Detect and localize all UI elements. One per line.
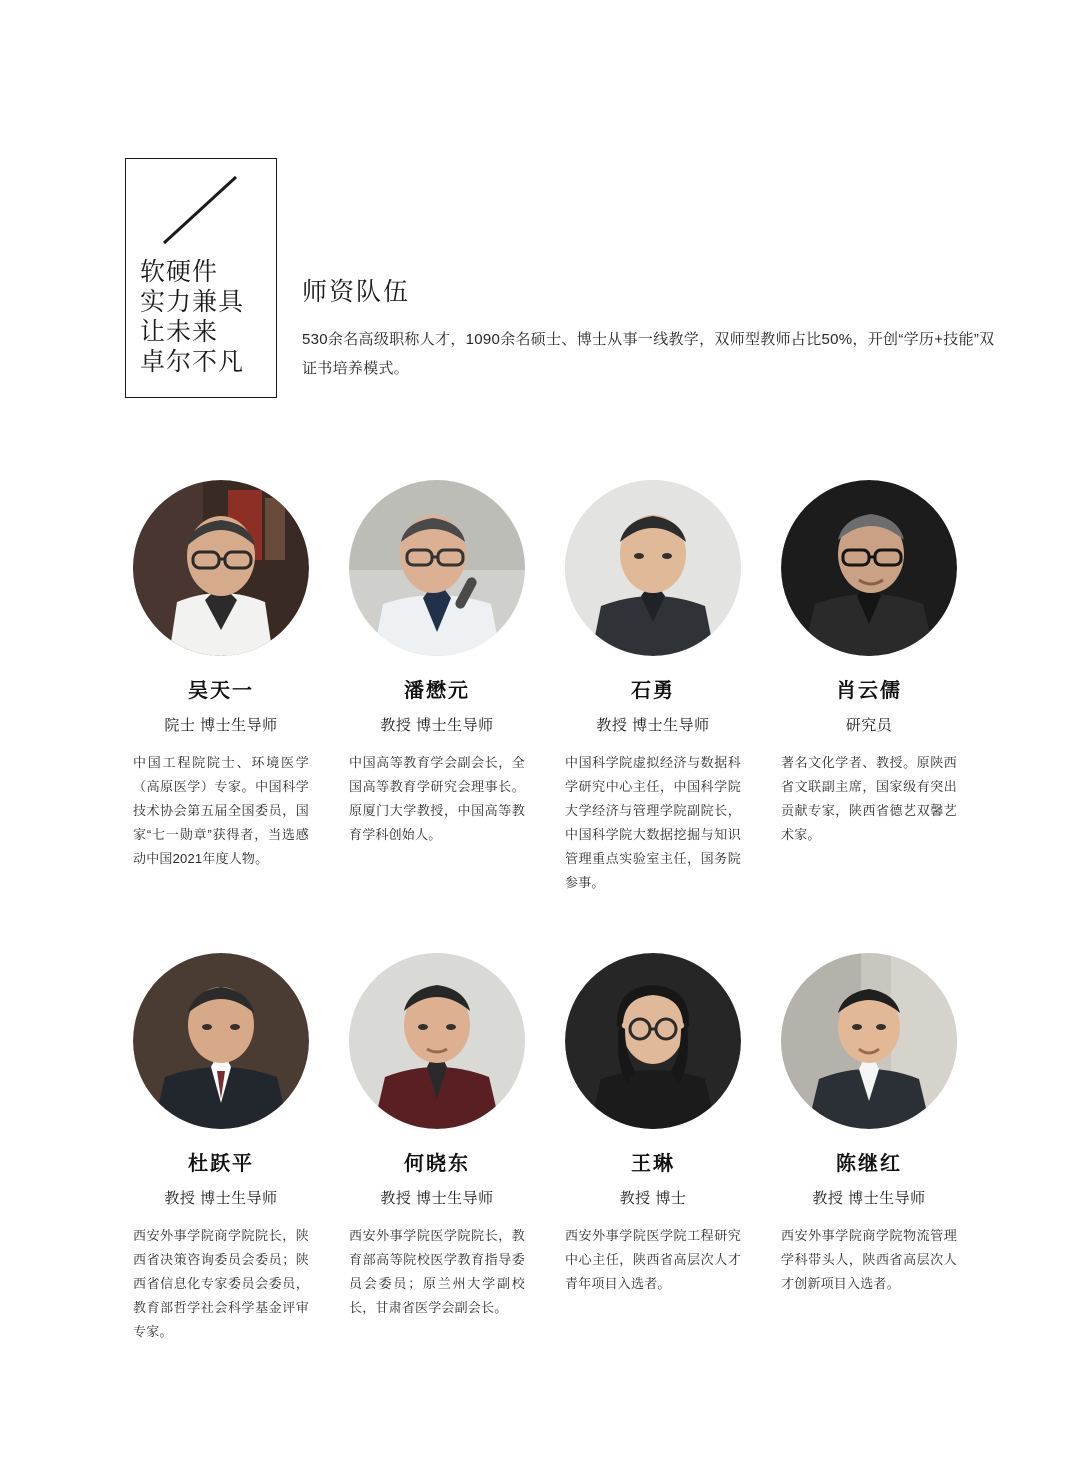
slogan-text-block	[140, 257, 268, 377]
faculty-card	[130, 480, 312, 895]
slogan-line-3: 让未来	[140, 318, 219, 346]
faculty-title: 教授 博士生导师	[380, 1190, 494, 1207]
faculty-name: 石勇	[631, 680, 675, 702]
faculty-row	[130, 480, 960, 895]
portrait-image	[565, 480, 741, 656]
faculty-bio: 西安外事学院医学院工程研究中心主任，陕西省高层次人才青年项目入选者。	[565, 1228, 741, 1291]
faculty-title: 院士 博士生导师	[164, 717, 278, 734]
faculty-title: 教授 博士生导师	[812, 1190, 926, 1207]
faculty-name: 潘懋元	[404, 680, 470, 702]
faculty-card	[778, 480, 960, 895]
page-header	[0, 0, 1080, 420]
faculty-name: 陈继红	[836, 1153, 902, 1175]
portrait-image	[349, 953, 525, 1129]
faculty-card	[562, 953, 744, 1344]
faculty-title: 教授 博士生导师	[380, 717, 494, 734]
faculty-bio: 中国高等教育学会副会长，全国高等教育学研究会理事长。原厦门大学教授，中国高等教育学科创始人。	[349, 755, 525, 842]
faculty-photo	[133, 480, 309, 656]
slogan-line-4: 卓尔不凡	[140, 348, 245, 376]
faculty-bio: 西安外事学院医学院院长，教育部高等院校医学教育指导委员会委员；原兰州大学副校长，甘肃省医学会副会长。	[349, 1228, 525, 1315]
faculty-name: 王琳	[631, 1153, 675, 1175]
faculty-title: 教授 博士生导师	[596, 717, 710, 734]
faculty-bio: 著名文化学者、教授。原陕西省文联副主席，国家级有突出贡献专家，陕西省德艺双馨艺术家。	[781, 755, 957, 842]
faculty-name: 吴天一	[188, 680, 254, 702]
faculty-title: 教授 博士	[619, 1190, 687, 1207]
diagonal-slash-icon	[126, 165, 278, 255]
faculty-card	[346, 953, 528, 1344]
faculty-photo	[781, 953, 957, 1129]
faculty-bio: 中国科学院虚拟经济与数据科学研究中心主任，中国科学院大学经济与管理学院副院长，中国科学院大数据挖掘与知识管理重点实验室主任，国务院参事。	[565, 755, 741, 890]
faculty-photo	[349, 953, 525, 1129]
faculty-bio: 中国工程院院士、环境医学（高原医学）专家。中国科学技术协会第五届全国委员，国家“七一勋章”获得者，当选感动中国2021年度人物。	[133, 755, 309, 866]
slogan-line-1: 软硬件	[140, 258, 219, 286]
faculty-photo	[565, 480, 741, 656]
faculty-card	[562, 480, 744, 895]
section-description: 530余名高级职称人才，1090余名硕士、博士从事一线教学，双师型教师占比50%，开创“学历+技能”双证书培养模式。	[302, 331, 995, 377]
faculty-photo	[781, 480, 957, 656]
faculty-name: 何晓东	[404, 1153, 470, 1175]
portrait-image	[781, 480, 957, 656]
faculty-grid	[130, 480, 960, 1344]
section-title: 师资队伍	[302, 278, 411, 306]
faculty-title: 研究员	[845, 717, 893, 734]
portrait-image	[133, 480, 309, 656]
faculty-card	[778, 953, 960, 1344]
slogan-line-2: 实力兼具	[140, 288, 245, 316]
faculty-row	[130, 953, 960, 1344]
faculty-name: 杜跃平	[188, 1153, 254, 1175]
faculty-name: 肖云儒	[836, 680, 902, 702]
faculty-bio: 西安外事学院商学院院长，陕西省决策咨询委员会委员；陕西省信息化专家委员会委员，教育部哲学社会科学基金评审专家。	[133, 1228, 309, 1339]
portrait-image	[349, 480, 525, 656]
faculty-photo	[565, 953, 741, 1129]
faculty-card	[346, 480, 528, 895]
portrait-image	[781, 953, 957, 1129]
portrait-image	[133, 953, 309, 1129]
faculty-bio: 西安外事学院商学院物流管理学科带头人，陕西省高层次人才创新项目入选者。	[781, 1228, 957, 1291]
faculty-photo	[349, 480, 525, 656]
portrait-image	[565, 953, 741, 1129]
faculty-title: 教授 博士生导师	[164, 1190, 278, 1207]
faculty-card	[130, 953, 312, 1344]
slogan-badge	[125, 158, 277, 398]
faculty-photo	[133, 953, 309, 1129]
